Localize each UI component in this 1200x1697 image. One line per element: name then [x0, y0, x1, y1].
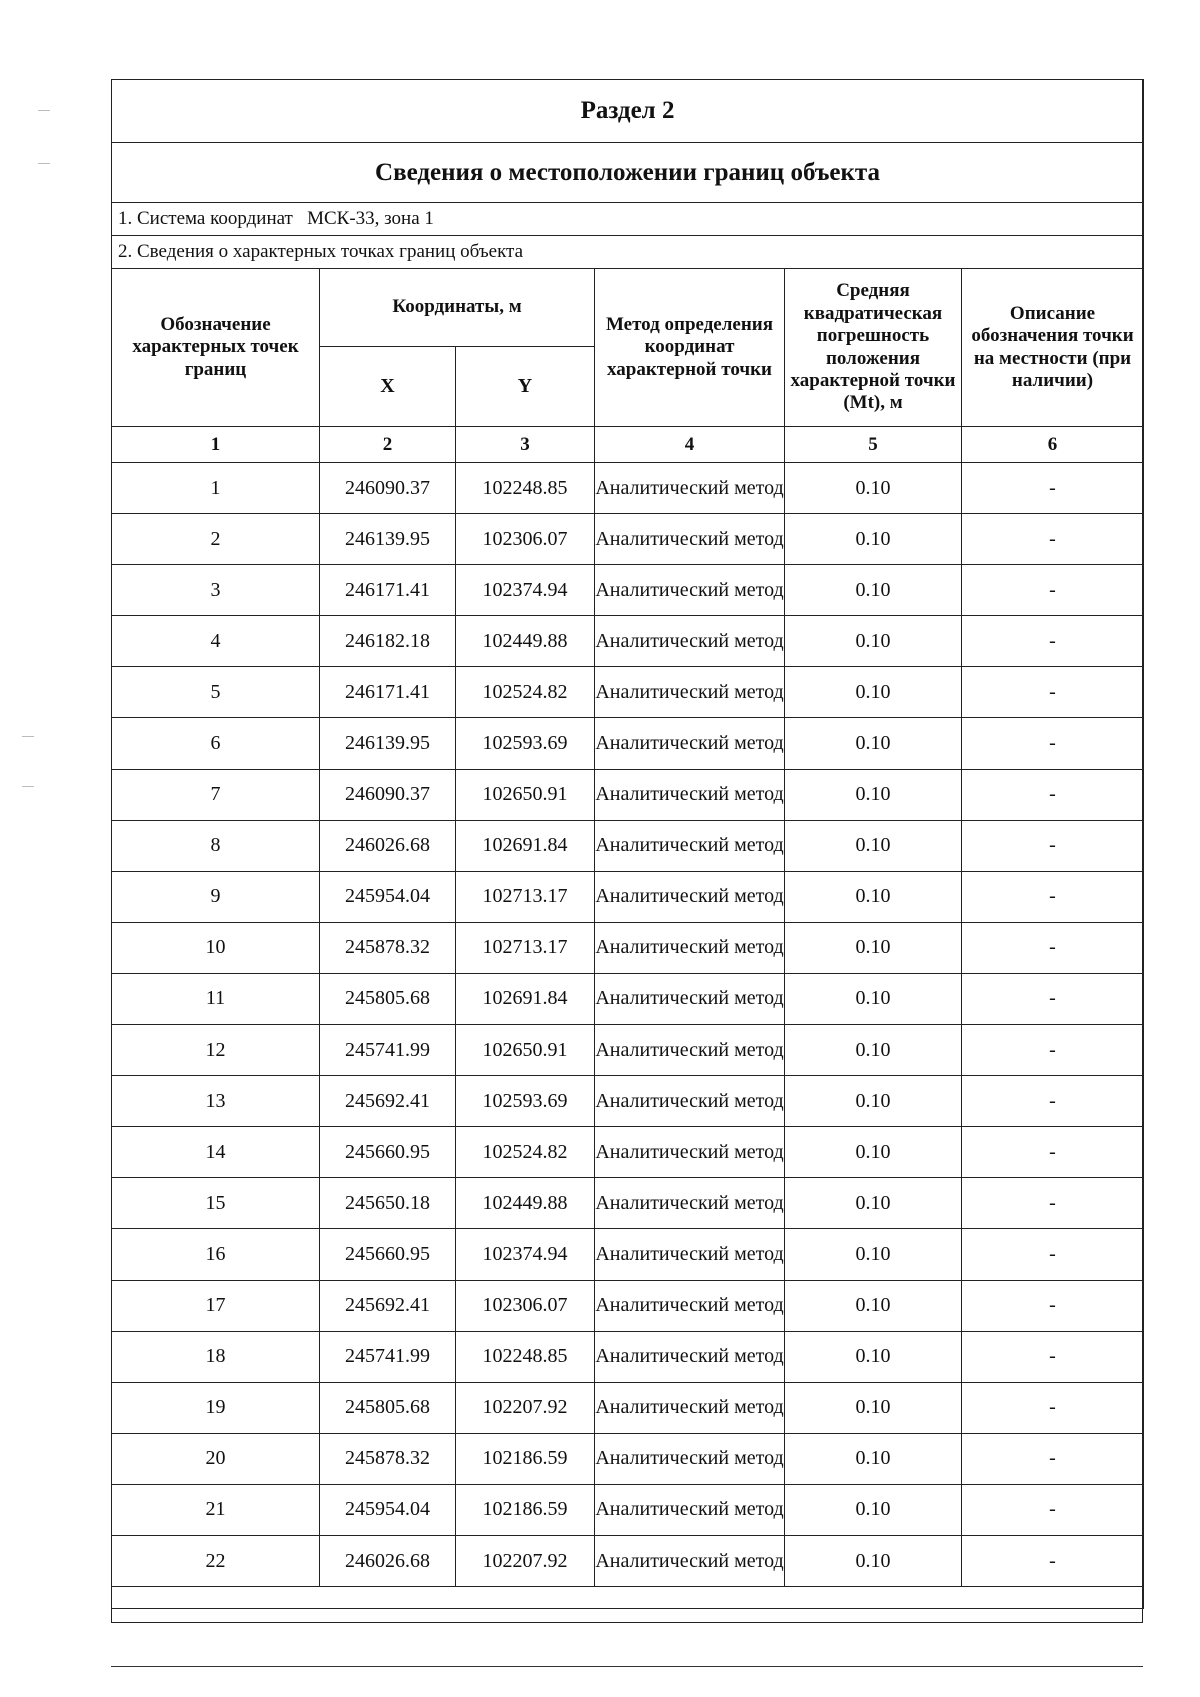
point-description: -: [962, 922, 1144, 973]
point-description: -: [962, 718, 1144, 769]
scan-margin-mark: [38, 110, 50, 111]
mean-square-error: 0.10: [785, 1382, 962, 1433]
mean-square-error: 0.10: [785, 1127, 962, 1178]
mean-square-error: 0.10: [785, 1535, 962, 1586]
boundary-points-table: [111, 79, 1144, 1609]
scan-margin-mark: [22, 736, 34, 737]
coord-x: 245954.04: [320, 1484, 456, 1535]
point-number: 17: [112, 1280, 320, 1331]
mean-square-error: 0.10: [785, 820, 962, 871]
point-number: 4: [112, 616, 320, 667]
point-description: -: [962, 1280, 1144, 1331]
point-number: 15: [112, 1178, 320, 1229]
header-description: Описание обозначения точки на местности (при наличии): [962, 269, 1144, 427]
method: Аналитический метод: [595, 1229, 785, 1280]
table-row: [112, 1382, 1144, 1433]
table-row: [112, 1076, 1144, 1127]
mean-square-error: 0.10: [785, 1178, 962, 1229]
point-description: -: [962, 973, 1144, 1024]
method: Аналитический метод: [595, 1280, 785, 1331]
coord-y: 102524.82: [456, 1127, 595, 1178]
mean-square-error: 0.10: [785, 1025, 962, 1076]
table-row: [112, 922, 1144, 973]
coord-x: 246139.95: [320, 718, 456, 769]
point-description: -: [962, 871, 1144, 922]
coord-y: 102306.07: [456, 514, 595, 565]
point-number: 7: [112, 769, 320, 820]
header-x: X: [320, 347, 456, 427]
method: Аналитический метод: [595, 922, 785, 973]
column-number-row: [112, 427, 1144, 463]
mean-square-error: 0.10: [785, 1331, 962, 1382]
coord-y: 102449.88: [456, 1178, 595, 1229]
column-number: 3: [456, 427, 595, 463]
blank-cell: [112, 1587, 1144, 1609]
method: Аналитический метод: [595, 1535, 785, 1586]
table-row: [112, 973, 1144, 1024]
coord-x: 246139.95: [320, 514, 456, 565]
method: Аналитический метод: [595, 1433, 785, 1484]
method: Аналитический метод: [595, 1076, 785, 1127]
header-y: Y: [456, 347, 595, 427]
method: Аналитический метод: [595, 1331, 785, 1382]
points-heading-line: 2. Сведения о характерных точках границ объекта: [112, 236, 1144, 269]
mean-square-error: 0.10: [785, 616, 962, 667]
point-number: 14: [112, 1127, 320, 1178]
point-description: -: [962, 514, 1144, 565]
mean-square-error: 0.10: [785, 871, 962, 922]
point-description: -: [962, 1127, 1144, 1178]
coord-y: 102524.82: [456, 667, 595, 718]
header-method: Метод определения координат характерной точки: [595, 269, 785, 427]
method: Аналитический метод: [595, 871, 785, 922]
point-number: 16: [112, 1229, 320, 1280]
coord-y: 102207.92: [456, 1382, 595, 1433]
point-number: 6: [112, 718, 320, 769]
coord-x: 246026.68: [320, 1535, 456, 1586]
table-row: [112, 820, 1144, 871]
column-number: 4: [595, 427, 785, 463]
method: Аналитический метод: [595, 463, 785, 514]
point-number: 13: [112, 1076, 320, 1127]
method: Аналитический метод: [595, 973, 785, 1024]
mean-square-error: 0.10: [785, 514, 962, 565]
mean-square-error: 0.10: [785, 769, 962, 820]
coord-y: 102306.07: [456, 1280, 595, 1331]
table-row: [112, 463, 1144, 514]
section-title: Раздел 2: [112, 80, 1144, 143]
table-row: [112, 1178, 1144, 1229]
coord-x: 245741.99: [320, 1025, 456, 1076]
page-bottom-rule: [111, 1666, 1143, 1667]
mean-square-error: 0.10: [785, 922, 962, 973]
point-description: -: [962, 1382, 1144, 1433]
coord-x: 245878.32: [320, 922, 456, 973]
coord-x: 245692.41: [320, 1280, 456, 1331]
coord-y: 102650.91: [456, 1025, 595, 1076]
column-number: 6: [962, 427, 1144, 463]
coord-x: 246182.18: [320, 616, 456, 667]
coord-x: 246090.37: [320, 463, 456, 514]
mean-square-error: 0.10: [785, 463, 962, 514]
point-description: -: [962, 1178, 1144, 1229]
coord-x: 246026.68: [320, 820, 456, 871]
table-row: [112, 667, 1144, 718]
table-row: [112, 718, 1144, 769]
coord-x: 245660.95: [320, 1127, 456, 1178]
method: Аналитический метод: [595, 616, 785, 667]
method: Аналитический метод: [595, 769, 785, 820]
point-number: 22: [112, 1535, 320, 1586]
coord-y: 102593.69: [456, 718, 595, 769]
point-number: 21: [112, 1484, 320, 1535]
coord-x: 245805.68: [320, 1382, 456, 1433]
document-subtitle: Сведения о местоположении границ объекта: [112, 143, 1144, 203]
method: Аналитический метод: [595, 1382, 785, 1433]
mean-square-error: 0.10: [785, 1280, 962, 1331]
point-description: -: [962, 1535, 1144, 1586]
scan-margin-mark: [22, 786, 34, 787]
coord-x: 246090.37: [320, 769, 456, 820]
point-description: -: [962, 1331, 1144, 1382]
coord-y: 102248.85: [456, 463, 595, 514]
coord-x: 246171.41: [320, 667, 456, 718]
coord-x: 245650.18: [320, 1178, 456, 1229]
point-description: -: [962, 616, 1144, 667]
point-description: -: [962, 667, 1144, 718]
header-error: Средняя квадратическая погрешность положения характерной точки (Mt), м: [785, 269, 962, 427]
coord-x: 245660.95: [320, 1229, 456, 1280]
method: Аналитический метод: [595, 565, 785, 616]
coord-x: 245878.32: [320, 1433, 456, 1484]
coord-y: 102186.59: [456, 1484, 595, 1535]
mean-square-error: 0.10: [785, 1433, 962, 1484]
point-description: -: [962, 565, 1144, 616]
point-number: 11: [112, 973, 320, 1024]
coord-y: 102593.69: [456, 1076, 595, 1127]
method: Аналитический метод: [595, 718, 785, 769]
point-number: 19: [112, 1382, 320, 1433]
coord-x: 246171.41: [320, 565, 456, 616]
method: Аналитический метод: [595, 1127, 785, 1178]
coord-x: 245692.41: [320, 1076, 456, 1127]
point-number: 10: [112, 922, 320, 973]
point-description: -: [962, 769, 1144, 820]
blank-row: [112, 1587, 1144, 1609]
method: Аналитический метод: [595, 667, 785, 718]
coord-y: 102248.85: [456, 1331, 595, 1382]
method: Аналитический метод: [595, 1025, 785, 1076]
table-row: [112, 769, 1144, 820]
point-number: 20: [112, 1433, 320, 1484]
method: Аналитический метод: [595, 1484, 785, 1535]
mean-square-error: 0.10: [785, 973, 962, 1024]
point-number: 18: [112, 1331, 320, 1382]
scan-margin-mark: [38, 163, 50, 164]
point-number: 9: [112, 871, 320, 922]
mean-square-error: 0.10: [785, 1484, 962, 1535]
method: Аналитический метод: [595, 514, 785, 565]
coord-x: 245805.68: [320, 973, 456, 1024]
mean-square-error: 0.10: [785, 718, 962, 769]
column-number: 1: [112, 427, 320, 463]
column-number: 2: [320, 427, 456, 463]
point-number: 8: [112, 820, 320, 871]
mean-square-error: 0.10: [785, 565, 962, 616]
column-number: 5: [785, 427, 962, 463]
table-row: [112, 616, 1144, 667]
table-row: [112, 1025, 1144, 1076]
table-row: [112, 1280, 1144, 1331]
point-number: 1: [112, 463, 320, 514]
coord-y: 102650.91: [456, 769, 595, 820]
point-description: -: [962, 1076, 1144, 1127]
point-number: 5: [112, 667, 320, 718]
table-row: [112, 1535, 1144, 1586]
table-row: [112, 1229, 1144, 1280]
coord-y: 102713.17: [456, 871, 595, 922]
header-coordinates: Координаты, м: [320, 269, 595, 347]
coord-y: 102449.88: [456, 616, 595, 667]
coord-y: 102374.94: [456, 565, 595, 616]
point-number: 12: [112, 1025, 320, 1076]
header-designation: Обозначение характерных точек границ: [112, 269, 320, 427]
point-description: -: [962, 1433, 1144, 1484]
point-description: -: [962, 1025, 1144, 1076]
coord-y: 102713.17: [456, 922, 595, 973]
method: Аналитический метод: [595, 820, 785, 871]
point-description: -: [962, 463, 1144, 514]
coord-y: 102691.84: [456, 820, 595, 871]
table-row: [112, 1331, 1144, 1382]
table-row: [112, 1433, 1144, 1484]
mean-square-error: 0.10: [785, 667, 962, 718]
mean-square-error: 0.10: [785, 1076, 962, 1127]
table-row: [112, 871, 1144, 922]
coordinate-system-line: 1. Система координат МСК-33, зона 1: [112, 203, 1144, 236]
mean-square-error: 0.10: [785, 1229, 962, 1280]
coord-y: 102374.94: [456, 1229, 595, 1280]
table-row: [112, 1484, 1144, 1535]
table-row: [112, 565, 1144, 616]
coord-x: 245954.04: [320, 871, 456, 922]
coord-y: 102691.84: [456, 973, 595, 1024]
point-description: -: [962, 1484, 1144, 1535]
point-description: -: [962, 1229, 1144, 1280]
point-number: 3: [112, 565, 320, 616]
coord-y: 102186.59: [456, 1433, 595, 1484]
coord-y: 102207.92: [456, 1535, 595, 1586]
point-number: 2: [112, 514, 320, 565]
table-row: [112, 514, 1144, 565]
coord-x: 245741.99: [320, 1331, 456, 1382]
point-description: -: [962, 820, 1144, 871]
table-row: [112, 1127, 1144, 1178]
method: Аналитический метод: [595, 1178, 785, 1229]
